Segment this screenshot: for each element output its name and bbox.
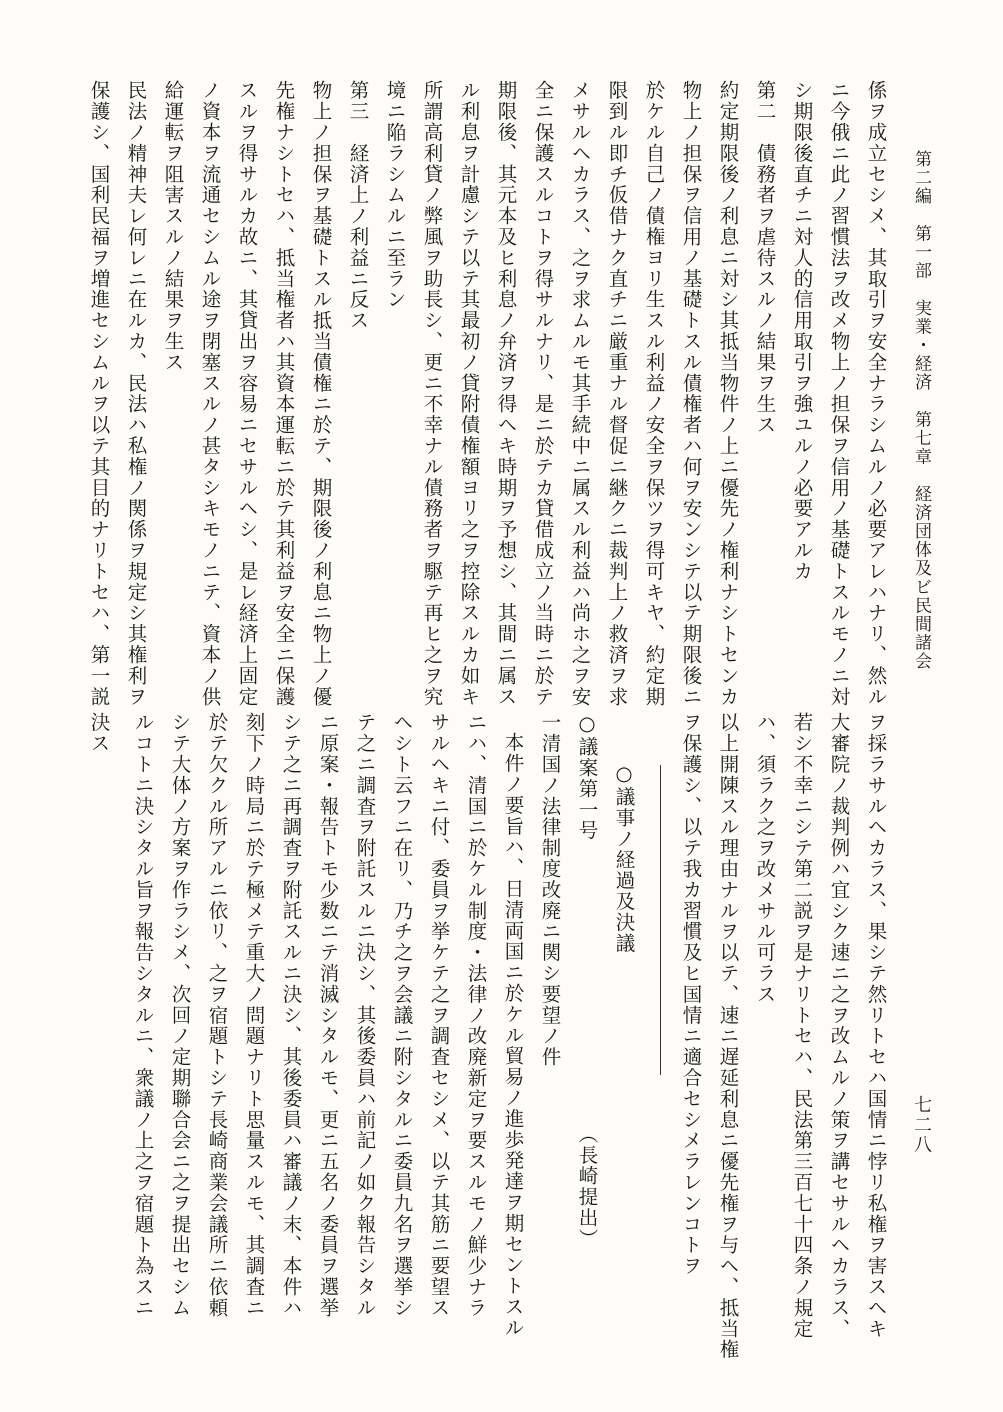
upper-line: 給運転ヲ阻害スルノ結果ヲ生ス [161, 80, 185, 373]
upper-line: 約定期限後ノ利息ニ対シ其抵当物件ノ上ニ優先ノ権利ナシトセンカ [716, 80, 740, 707]
lower-line: シテ之ニ再調査ヲ附託スルニ決シ、其後委員ハ審議ノ末、本件ハ [279, 712, 303, 1319]
running-head: 第二編 第一部 実業・経済 第七章 経済団体及ビ民間諸会 [911, 150, 931, 671]
lower-line: ニハ、清国ニ於ケル制度・法律ノ改廃新定ヲ要スルモノ鮮少ナラ [464, 712, 488, 1319]
upper-line: メサルヘカラス、之ヲ求ムルモ其手続中ニ属スル利益ハ尚ホ之ヲ安 [568, 80, 592, 707]
section-divider [660, 765, 661, 1075]
upper-line: 限到ル即チ仮借ナク直チニ厳重ナル督促ニ継クニ裁判上ノ救済ヲ求 [605, 80, 629, 707]
upper-line: 期限後、其元本及ヒ利息ノ弁済ヲ得ヘキ時期ヲ予想シ、其間ニ属ス [494, 80, 518, 707]
lower-line: 大審院ノ裁判例ハ宜シク速ニ之ヲ改ムルノ策ヲ講セサルヘカラス、 [827, 712, 851, 1339]
lower-line: ルコトニ決シタル旨ヲ報告シタルニ、衆議ノ上之ヲ宿題ト為スニ [131, 712, 155, 1319]
upper-line: ニ今俄ニ此ノ習慣法ヲ改メ物上ノ担保ヲ信用ノ基礎トスルモノニ対 [827, 80, 851, 707]
upper-line: 第三 経済上ノ利益ニ反ス [346, 80, 370, 331]
upper-line: 第二 債務者ヲ虐待スルノ結果ヲ生ス [753, 80, 777, 436]
lower-line: 刻下ノ時局ニ於テ極メテ重大ノ問題ナリト思量スルモ、其調査ニ [242, 712, 266, 1319]
upper-line: ノ資本ヲ流通セシムル途ヲ閉塞スルノ甚タシキモノニテ、資本ノ供 [198, 80, 222, 707]
upper-line: シ期限後直チニ対人的信用取引ヲ強ユルノ必要アルカ [790, 80, 814, 582]
lower-line: 以上開陳スル理由ナルヲ以テ、速ニ遅延利息ニ優先権ヲ与ヘ、抵当権 [716, 712, 740, 1360]
upper-line: 物上ノ担保ヲ信用ノ基礎トスル債権者ハ何ヲ安ンシテ以テ期限後ニ [679, 80, 703, 707]
upper-line: 保護シ、国利民福ヲ増進セシムルヲ以テ其目的ナリトセハ、第一説 [87, 80, 111, 707]
lower-line: ヘシト云フニ在リ、乃チ之ヲ会議ニ附シタルニ委員九名ヲ選挙シ [390, 712, 414, 1319]
upper-line: 民法ノ精神夫レ何レニ在ルカ、民法ハ私権ノ関係ヲ規定シ其権利ヲ [124, 80, 148, 707]
upper-line: 全ニ保護スルコトヲ得サルナリ、是ニ於テカ貸借成立ノ当時ニ於テ [531, 80, 555, 707]
upper-line: 境ニ陥ラシムルニ至ラン [383, 80, 407, 310]
lower-line: ニ原案・報告トモ少数ニテ消滅シタルモ、更ニ五名ノ委員ヲ選挙 [316, 712, 340, 1319]
upper-line: 所謂高利貸ノ弊風ヲ助長シ、更ニ不幸ナル債務者ヲ駆テ再ヒ之ヲ究 [420, 80, 444, 707]
page-number: 七二八 [911, 1095, 932, 1155]
upper-line: 先権ナシトセハ、抵当権者ハ其資本運転ニ於テ其利益ヲ安全ニ保護 [272, 80, 296, 707]
upper-line: スルヲ得サルカ故ニ、其貸出ヲ容易ニセサルヘシ、是レ経済上固定 [235, 80, 259, 707]
upper-line: 物上ノ担保ヲ基礎トスル抵当債権ニ於テ、期限後ノ利息ニ物上ノ優 [309, 80, 333, 707]
lower-line: シテ大体ノ方案ヲ作ラシメ、次回ノ定期聯合会ニ之ヲ提出セシム [168, 712, 192, 1319]
agenda-title: 一清国ノ法律制度改廃ニ関シ要望ノ件 [538, 712, 562, 1068]
lower-line: 於テ欠クル所アルニ依リ、之ヲ宿題トシテ長崎商業会議所ニ依頼 [205, 712, 229, 1319]
upper-line: 於ケル自己ノ債権ヨリ生スル利益ノ安全ヲ保ツヲ得可キヤ、約定期 [642, 80, 666, 707]
agenda-heading: ○議案第一号 （長崎提出） [575, 712, 599, 1250]
lower-line: ハ、須ラク之ヲ改メサル可ラス [753, 712, 777, 1005]
lower-line: 本件ノ要旨ハ、日清両国ニ於ケル貿易ノ進歩発達ヲ期セントスル [501, 732, 525, 1339]
lower-line: 若シ不幸ニシテ第二説ヲ是ナリトセハ、民法第三百七十四条ノ規定 [790, 712, 814, 1339]
upper-line: 係ヲ成立セシメ、其取引ヲ安全ナラシムルノ必要アレハナリ、然ル [864, 80, 888, 707]
lower-line: 決ス [87, 712, 111, 754]
lower-line: ヲ保護シ、以テ我カ習慣及ヒ国情ニ適合セシメラレンコトヲ [679, 712, 703, 1277]
section-heading: ○議事ノ経過及決議 [612, 762, 636, 954]
lower-line: ヲ採ラサルヘカラス、果シテ然リトセハ国情ニ悖リ私権ヲ害スヘキ [864, 712, 888, 1339]
lower-line: サルヘキニ付、委員ヲ挙ケテ之ヲ調査セシメ、以テ其筋ニ要望ス [427, 712, 451, 1319]
upper-line: ル利息ヲ計慮シテ以テ其最初ノ貸附債権額ヨリ之ヲ控除スルカ如キ [457, 80, 481, 707]
lower-line: テ之ニ調査ヲ附託スルニ決シ、其後委員ハ前記ノ如ク報告シタル [353, 712, 377, 1319]
